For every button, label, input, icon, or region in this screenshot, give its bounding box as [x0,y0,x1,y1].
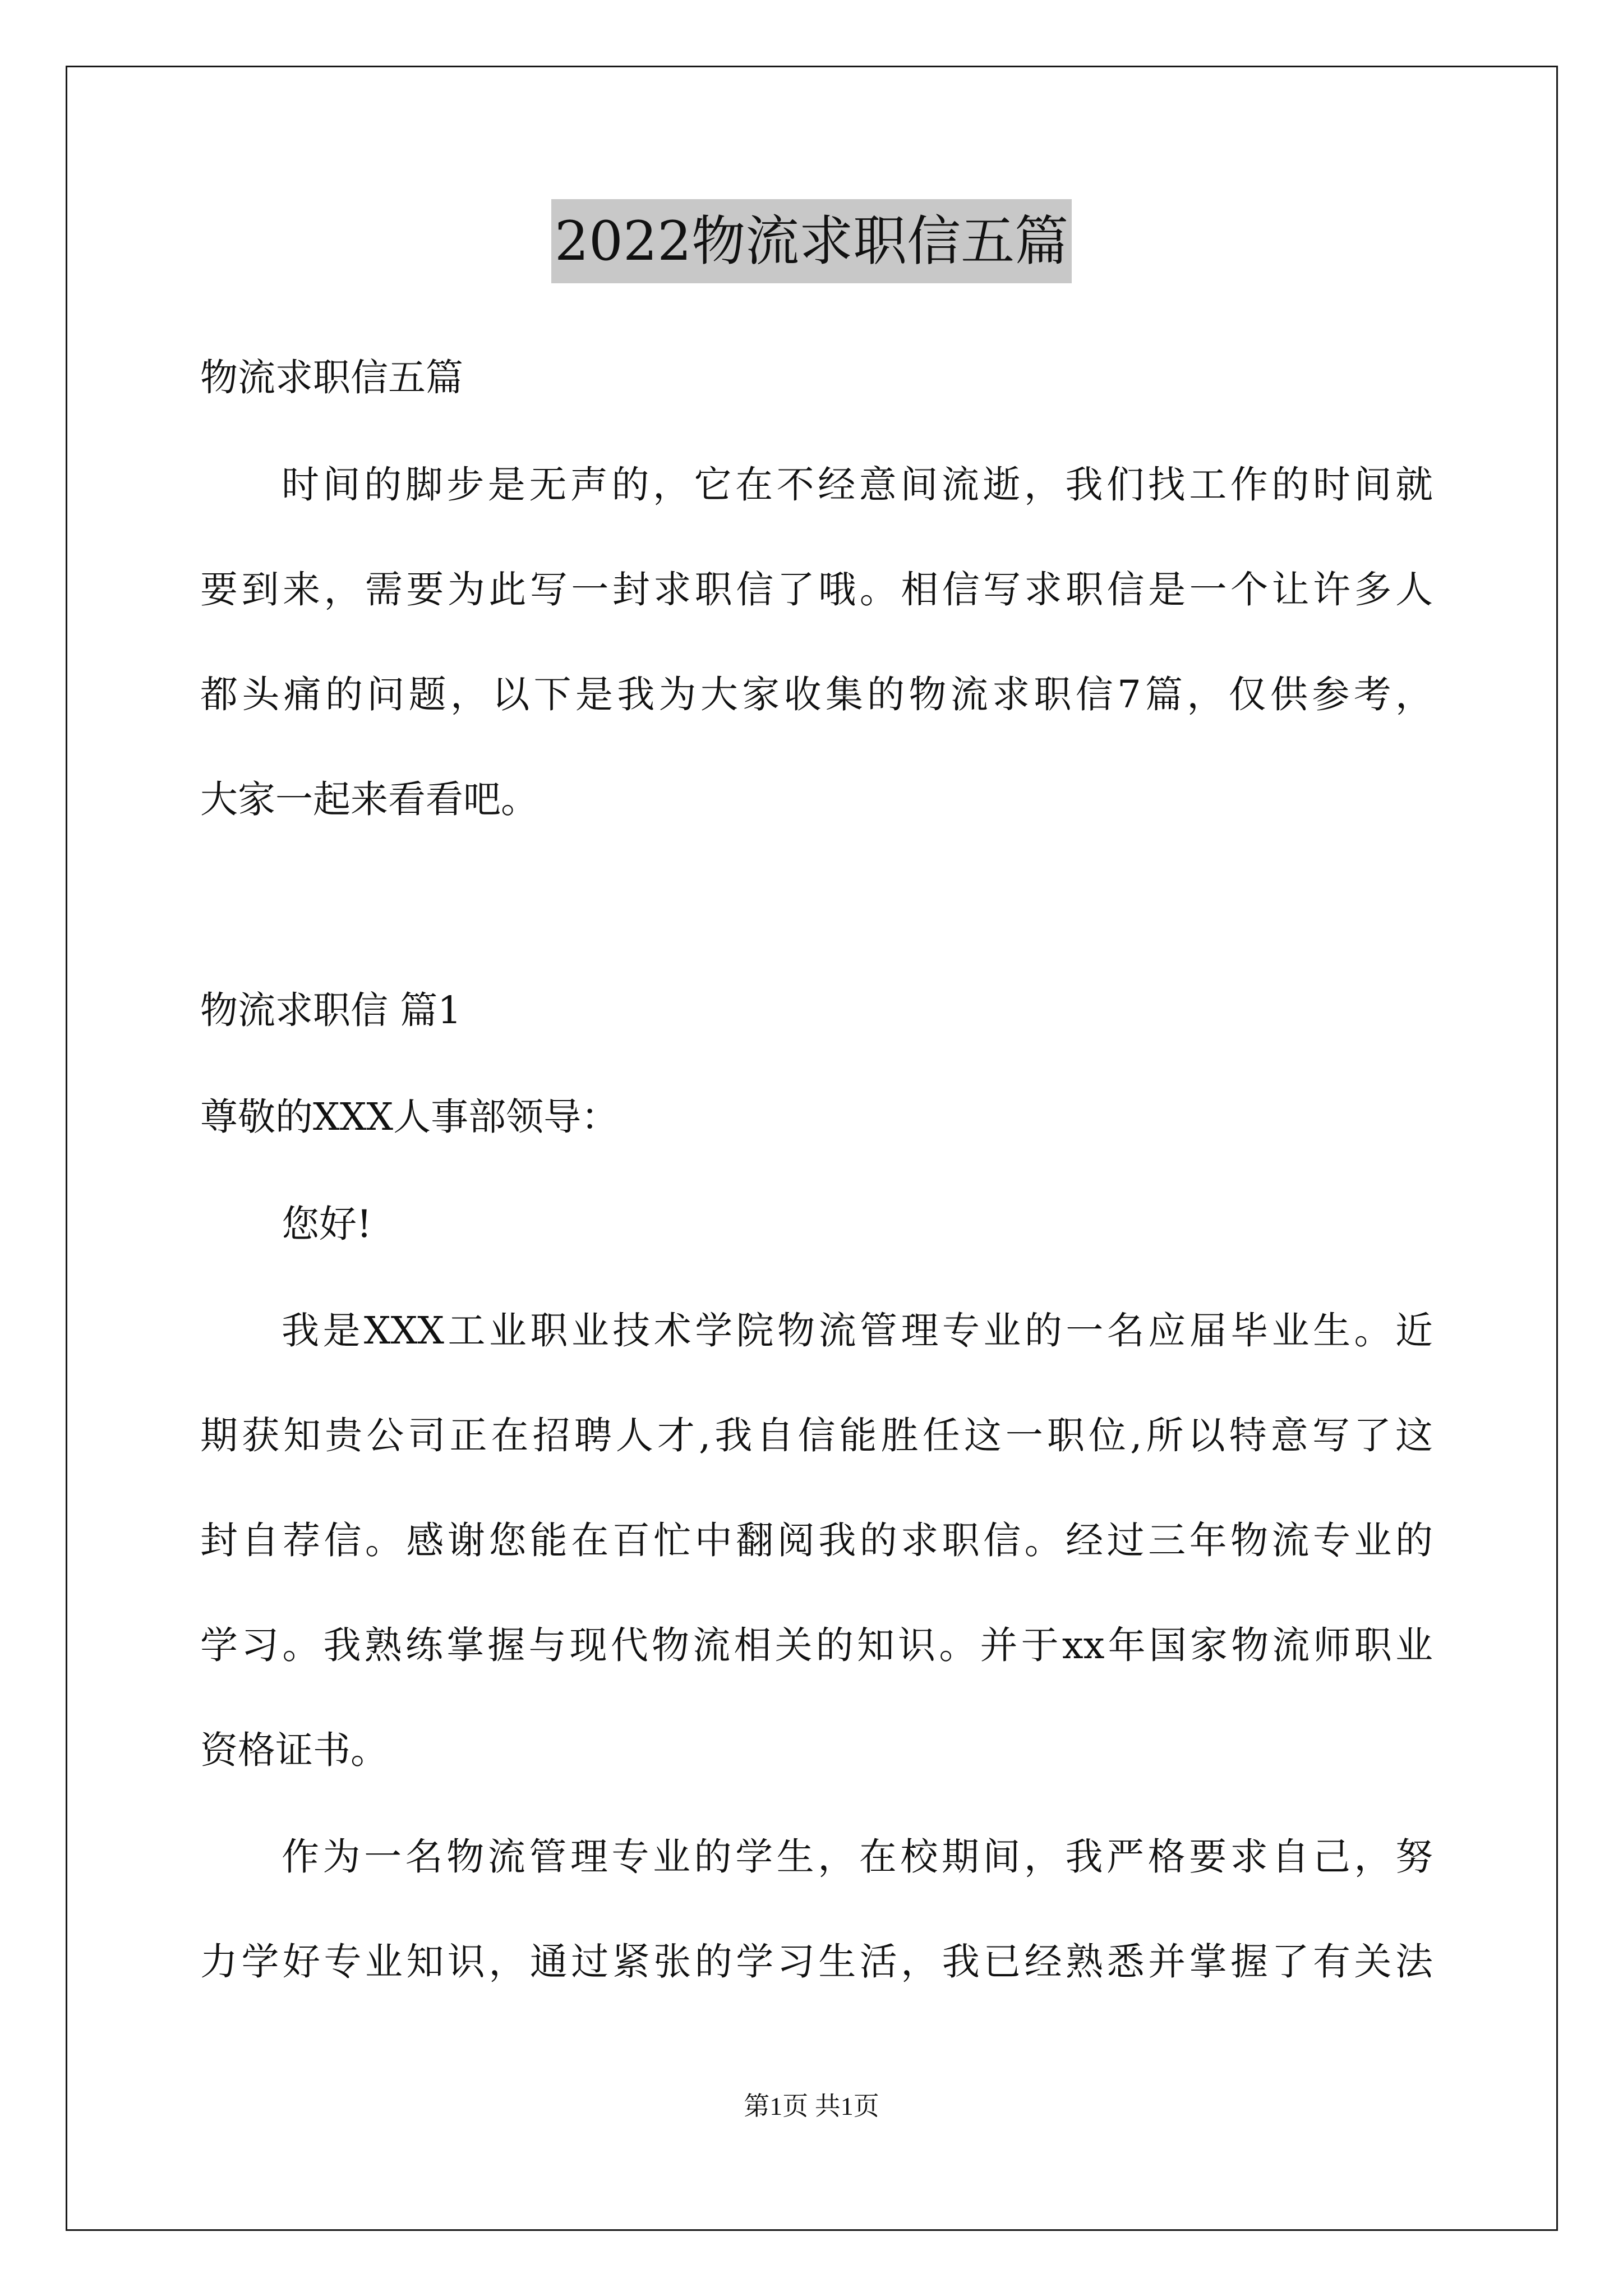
intro-line-2: 要到来，需要为此写一封求职信了哦。相信写求职信是一个让许多人 [200,568,1433,611]
greeting: 您好! [282,1202,372,1246]
paragraph1-line-4: 学习。我熟练掌握与现代物流相关的知识。并于xx年国家物流师职业 [200,1623,1433,1667]
salutation: 尊敬的XXX人事部领导： [200,1095,619,1139]
paragraph2-line-1: 作为一名物流管理专业的学生，在校期间，我严格要求自己，努 [282,1835,1433,1879]
paragraph1-line-2: 期获知贵公司正在招聘人才,我自信能胜任这一职位,所以特意写了这 [200,1414,1433,1457]
paragraph1-line-5: 资格证书。 [200,1728,388,1772]
section-heading: 物流求职信 篇1 [200,988,462,1032]
paragraph1-line-1: 我是XXX工业职业技术学院物流管理专业的一名应届毕业生。近 [282,1309,1433,1352]
paragraph1-line-3: 封自荐信。感谢您能在百忙中翻阅我的求职信。经过三年物流专业的 [200,1519,1433,1562]
intro-line-4: 大家一起来看看吧。 [200,777,538,821]
intro-line-3: 都头痛的问题，以下是我为大家收集的物流求职信7篇，仅供参考， [200,673,1433,716]
document-title-container [0,199,1623,299]
document-title: 2022物流求职信五篇 [551,199,1072,283]
page-footer: 第1页 共1页 [744,2092,879,2120]
intro-line-1: 时间的脚步是无声的，它在不经意间流逝，我们找工作的时间就 [282,463,1433,507]
paragraph2-line-2: 力学好专业知识，通过紧张的学习生活，我已经熟悉并掌握了有关法 [200,1940,1433,1984]
document-subtitle: 物流求职信五篇 [200,356,463,399]
